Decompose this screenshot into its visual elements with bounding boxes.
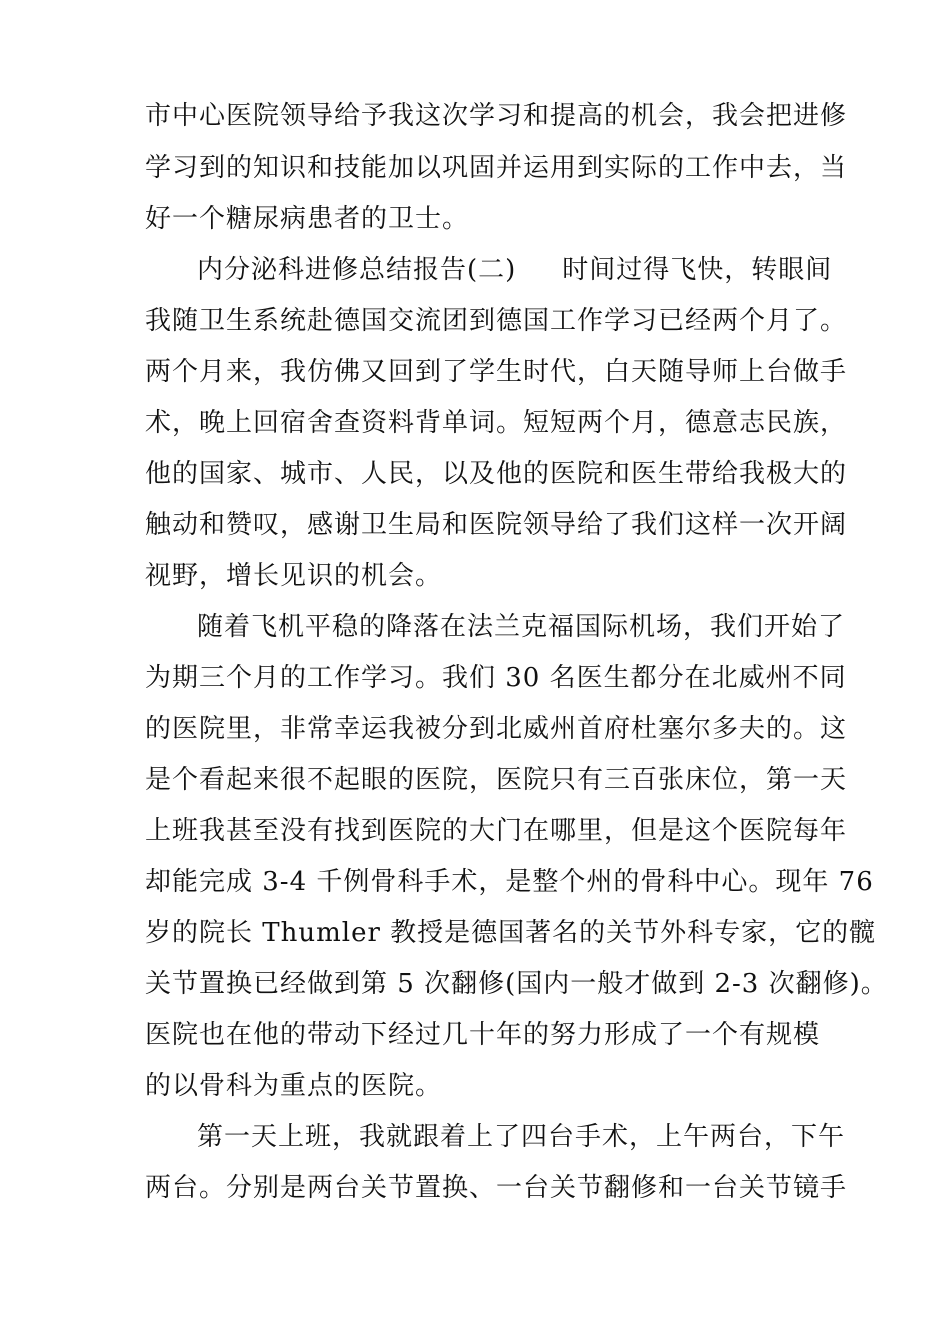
- paragraph-text: 时间过得飞快，转眼间: [562, 255, 833, 285]
- paragraph-line: 的以骨科为重点的医院。: [145, 1071, 443, 1101]
- paragraph-line: 医院也在他的带动下经过几十年的努力形成了一个有规模: [145, 1020, 821, 1050]
- paragraph-line: 为期三个月的工作学习。我们 30 名医生都分在北威州不同: [145, 663, 847, 693]
- paragraph-line: 是个看起来很不起眼的医院，医院只有三百张床位，第一天: [145, 765, 848, 795]
- paragraph-line: 第一天上班，我就跟着上了四台手术，上午两台，下午: [197, 1122, 846, 1152]
- section-heading: 内分泌科进修总结报告(二): [197, 255, 517, 285]
- paragraph-line: 市中心医院领导给予我这次学习和提高的机会，我会把进修: [145, 101, 848, 131]
- paragraph-line: 两台。分别是两台关节置换、一台关节翻修和一台关节镜手: [145, 1173, 848, 1203]
- paragraph-line: 关节置换已经做到第 5 次翻修(国内一般才做到 2-3 次翻修)。: [145, 969, 888, 999]
- section-heading-line: [197, 255, 832, 285]
- paragraph-line: 触动和赞叹，感谢卫生局和医院领导给了我们这样一次开阔: [145, 510, 848, 540]
- paragraph-line: 他的国家、城市、人民，以及他的医院和医生带给我极大的: [145, 459, 848, 489]
- paragraph-line: 上班我甚至没有找到医院的大门在哪里，但是这个医院每年: [145, 816, 848, 846]
- paragraph-line: 术，晚上回宿舍查资料背单词。短短两个月，德意志民族，: [145, 408, 848, 438]
- paragraph-line: 岁的院长 Thumler 教授是德国著名的关节外科专家，它的髋: [145, 918, 877, 948]
- paragraph-line: 随着飞机平稳的降落在法兰克福国际机场，我们开始了: [197, 612, 846, 642]
- paragraph-line: 学习到的知识和技能加以巩固并运用到实际的工作中去，当: [145, 153, 848, 183]
- paragraph-line: 的医院里，非常幸运我被分到北威州首府杜塞尔多夫的。这: [145, 714, 848, 744]
- paragraph-line: 好一个糖尿病患者的卫士。: [145, 204, 470, 234]
- paragraph-line: 却能完成 3-4 千例骨科手术，是整个州的骨科中心。现年 76: [145, 867, 874, 897]
- paragraph-line: 视野，增长见识的机会。: [145, 561, 443, 591]
- paragraph-line: 我随卫生系统赴德国交流团到德国工作学习已经两个月了。: [145, 306, 848, 336]
- paragraph-line: 两个月来，我仿佛又回到了学生时代，白天随导师上台做手: [145, 357, 848, 387]
